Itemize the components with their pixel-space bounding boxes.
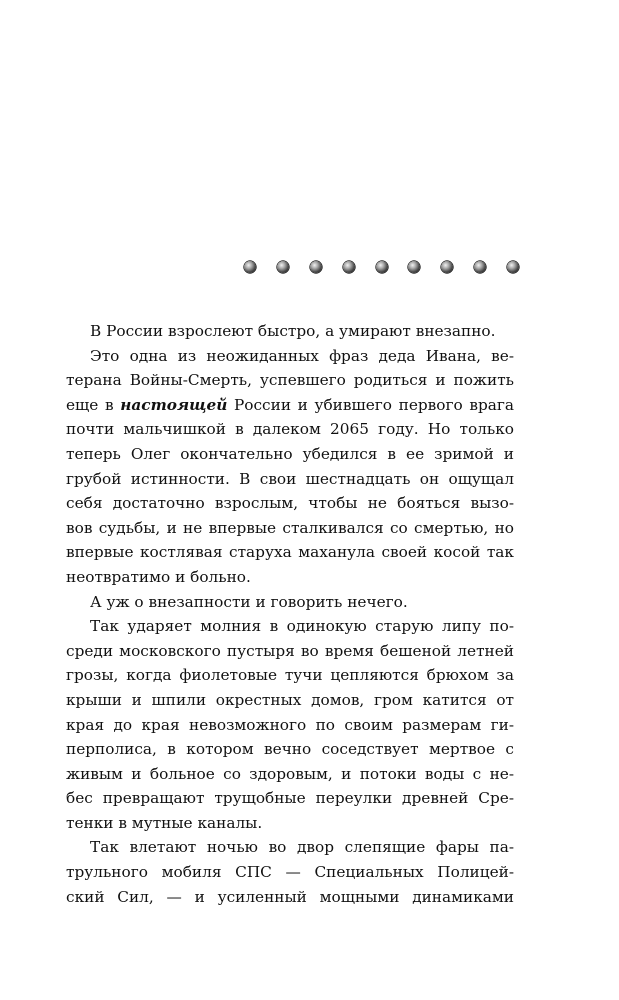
- text-span: вов судьбы, и не впервые сталкивался со смертью, но: [66, 518, 514, 537]
- text-line: [66, 663, 514, 688]
- text-span: грозы, когда фиолетовые тучи цепляются брюхом за: [66, 666, 514, 685]
- text-span: ский Сил, — и усиленный мощными динамиками: [66, 887, 514, 906]
- text-span: среди московского пустыря во время бешеной летней: [66, 641, 514, 660]
- paragraph: [66, 614, 514, 835]
- text-line: [66, 590, 514, 615]
- text-line: [66, 491, 514, 516]
- text-span: Так влетают ночью во двор слепящие фары па-: [90, 838, 514, 857]
- text-span: края до края невозможного по своим размерам ги-: [66, 715, 514, 734]
- text-span: теперь Олег окончательно убедился в ее зримой и: [66, 444, 514, 463]
- text-span: крыши и шпили окрестных домов, гром катится от: [66, 690, 514, 709]
- bullet-dot-icon: [507, 261, 519, 273]
- text-span: терана Войны-Смерть, успевшего родиться и пожить: [66, 371, 514, 390]
- paragraph: [66, 344, 514, 590]
- text-span: неотвратимо и больно.: [66, 567, 251, 586]
- text-span: бес превращают трущобные переулки древней Сре-: [66, 789, 514, 808]
- bullet-dot-icon: [343, 261, 355, 273]
- text-line: [66, 639, 514, 664]
- text-line: [66, 835, 514, 860]
- paragraph: [66, 590, 514, 615]
- text-span: трульного мобиля СПС — Специальных Полицей-: [66, 863, 514, 882]
- text-span: В России взрослеют быстро, а умирают внезапно.: [90, 322, 496, 340]
- bullet-dot-icon: [474, 261, 486, 273]
- emphasized-word: настоящей: [120, 395, 228, 414]
- bullet-dot-icon: [376, 261, 388, 273]
- text-span: грубой истинности. В свои шестнадцать он ощущал: [66, 469, 514, 488]
- text-span: тенки в мутные каналы.: [66, 813, 263, 832]
- text-line: [66, 344, 514, 369]
- text-span: Это одна из неожиданных фраз деда Ивана, ве-: [90, 346, 514, 365]
- text-line: [66, 417, 514, 442]
- text-line: [66, 688, 514, 713]
- text-span: Так ударяет молния в одинокую старую липу по-: [90, 617, 514, 636]
- text-line: [66, 811, 514, 836]
- bullet-dot-icon: [408, 261, 420, 273]
- text-line: [66, 540, 514, 565]
- paragraph: [66, 319, 514, 344]
- text-span: А уж о внезапности и говорить нечего.: [90, 592, 408, 611]
- text-span: себя достаточно взрослым, чтобы не бояться вызо-: [66, 494, 514, 513]
- text-span: живым и больное со здоровым, и потоки воды с не-: [66, 764, 514, 783]
- bullet-dot-icon: [277, 261, 289, 273]
- text-line: [66, 713, 514, 738]
- paragraph: [66, 835, 514, 909]
- bullet-dot-icon: [310, 261, 322, 273]
- text-line: [66, 565, 514, 590]
- text-line: [66, 319, 514, 344]
- text-span: перполиса, в котором вечно соседствует мертвое с: [66, 740, 514, 759]
- text-line: [66, 885, 514, 910]
- text-line: [66, 467, 514, 492]
- text-line: [66, 786, 514, 811]
- text-span: впервые костлявая старуха маханула своей косой так: [66, 543, 514, 562]
- bullet-dot-icon: [441, 261, 453, 273]
- text-line: [66, 516, 514, 541]
- section-ornament: [244, 259, 519, 275]
- text-line: [66, 614, 514, 639]
- body-text: [66, 319, 514, 909]
- bullet-dot-icon: [244, 261, 256, 273]
- text-line: [66, 393, 514, 418]
- text-line: [66, 737, 514, 762]
- text-span: России и убившего первого врага: [227, 395, 514, 414]
- text-line: [66, 368, 514, 393]
- text-span: почти мальчишкой в далеком 2065 году. Но только: [66, 420, 514, 439]
- text-span: еще в: [66, 395, 121, 414]
- text-line: [66, 762, 514, 787]
- text-line: [66, 442, 514, 467]
- text-line: [66, 860, 514, 885]
